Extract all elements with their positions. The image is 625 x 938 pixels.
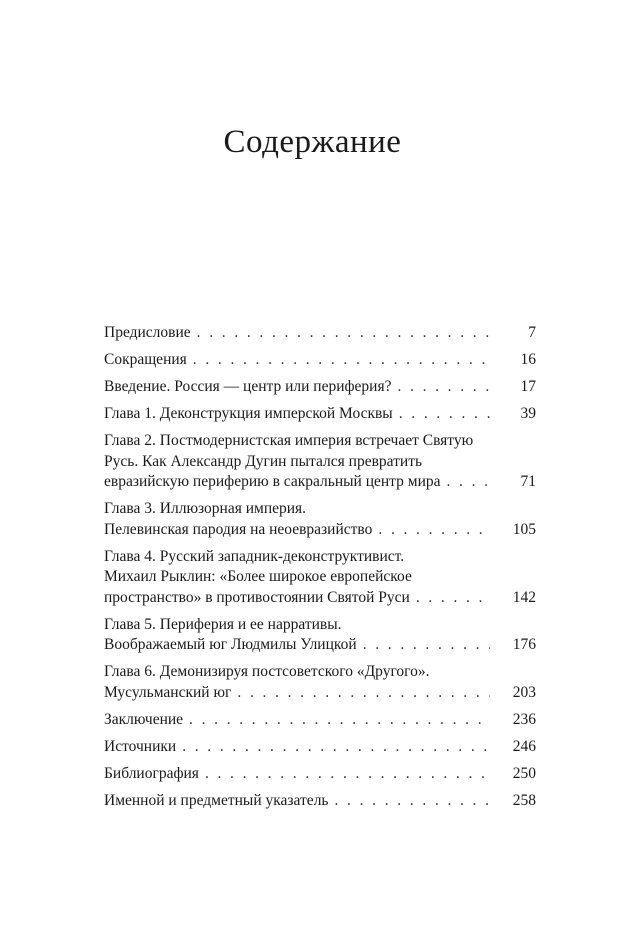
dot-leader <box>237 683 490 704</box>
toc-entry[interactable] <box>104 499 536 540</box>
toc-entry-title-line: Заключение <box>104 710 184 728</box>
toc-entry-title-line: Мусульманский юг <box>104 683 232 701</box>
toc-entry-last-line <box>104 377 536 398</box>
toc-page-number: 142 <box>512 588 536 606</box>
toc-entry-title-line: Сокращения <box>104 351 187 368</box>
toc-page-number: 203 <box>512 683 536 701</box>
table-of-contents <box>104 323 536 818</box>
toc-entry-title-line: евразийскую периферию в сакральный центр мира <box>104 473 441 490</box>
toc-entry[interactable] <box>104 350 536 371</box>
toc-page-number: 39 <box>520 405 536 422</box>
toc-entry-last-line <box>104 635 536 656</box>
toc-entry-title-line: Воображаемый юг Людмилы Улицкой <box>104 636 357 653</box>
toc-entry[interactable] <box>104 764 536 785</box>
toc-page-number: 250 <box>512 764 536 782</box>
toc-page-number: 258 <box>512 791 536 809</box>
dot-leader <box>399 404 490 425</box>
toc-entry[interactable] <box>104 791 536 812</box>
toc-entry-last-line <box>104 323 536 344</box>
dot-leader <box>447 472 491 493</box>
toc-page-number: 176 <box>512 636 536 653</box>
toc-entry-title-line: Русь. Как Александр Дугин пытался превратить <box>104 452 423 470</box>
toc-entry[interactable] <box>104 377 536 398</box>
dot-leader <box>416 588 490 609</box>
dot-leader <box>363 635 490 656</box>
toc-entry-title-line: Глава 1. Деконструкция имперской Москвы <box>104 405 393 422</box>
toc-entry-last-line <box>104 764 536 785</box>
dot-leader <box>205 764 490 785</box>
dot-leader <box>193 350 490 371</box>
page-title: Содержание <box>223 124 402 160</box>
toc-page-number: 105 <box>512 520 536 538</box>
toc-entry-title-line: Михаил Рыклин: «Более широкое европейское <box>104 568 412 585</box>
toc-entry-title-line: пространство» в противостоянии Святой Руси <box>104 588 410 606</box>
toc-entry-last-line <box>104 683 536 704</box>
toc-entry-title-line: Глава 2. Постмодернистская империя встречает Святую <box>104 432 474 449</box>
toc-page-number: 16 <box>520 351 536 368</box>
toc-entry[interactable] <box>104 547 536 609</box>
toc-entry-title-line: Источники <box>104 737 177 755</box>
toc-entry[interactable] <box>104 662 536 703</box>
toc-entry-title-line: Библиография <box>104 764 199 782</box>
toc-entry[interactable] <box>104 737 536 758</box>
toc-page-number: 71 <box>520 473 536 490</box>
toc-entry-last-line <box>104 737 536 758</box>
toc-page-number: 17 <box>520 378 536 395</box>
toc-entry-title-line: Глава 6. Демонизируя постсоветского «Другого». <box>104 663 430 680</box>
toc-entry[interactable] <box>104 710 536 731</box>
toc-page-number: 246 <box>512 737 536 755</box>
dot-leader <box>397 377 490 398</box>
dot-leader <box>197 323 490 344</box>
toc-entry[interactable] <box>104 431 536 493</box>
toc-entry-last-line <box>104 520 536 541</box>
toc-entry-last-line <box>104 404 536 425</box>
toc-entry-last-line <box>104 350 536 371</box>
dot-leader <box>189 710 490 731</box>
toc-entry-title-line: Пелевинская пародия на неоевразийство <box>104 520 373 538</box>
toc-entry-last-line <box>104 588 536 609</box>
toc-entry-last-line <box>104 791 536 812</box>
toc-entry-last-line <box>104 710 536 731</box>
toc-entry[interactable] <box>104 404 536 425</box>
toc-entry-title-line: Введение. Россия — центр или периферия? <box>104 378 392 395</box>
dot-leader <box>182 737 490 758</box>
toc-entry[interactable] <box>104 323 536 344</box>
toc-entry-title-line: Глава 4. Русский западник-деконструктивист. <box>104 547 405 565</box>
toc-entry-title-line: Глава 3. Иллюзорная империя. <box>104 500 307 517</box>
toc-entry-title-line: Предисловие <box>104 324 191 341</box>
toc-page-number: 236 <box>512 710 536 728</box>
toc-entry-title-line: Именной и предметный указатель <box>104 791 329 809</box>
toc-entry[interactable] <box>104 615 536 656</box>
dot-leader <box>378 520 490 541</box>
toc-page-number: 7 <box>528 324 536 341</box>
toc-entry-last-line <box>104 472 536 493</box>
dot-leader <box>335 791 491 812</box>
toc-entry-title-line: Глава 5. Периферия и ее нарративы. <box>104 615 342 633</box>
